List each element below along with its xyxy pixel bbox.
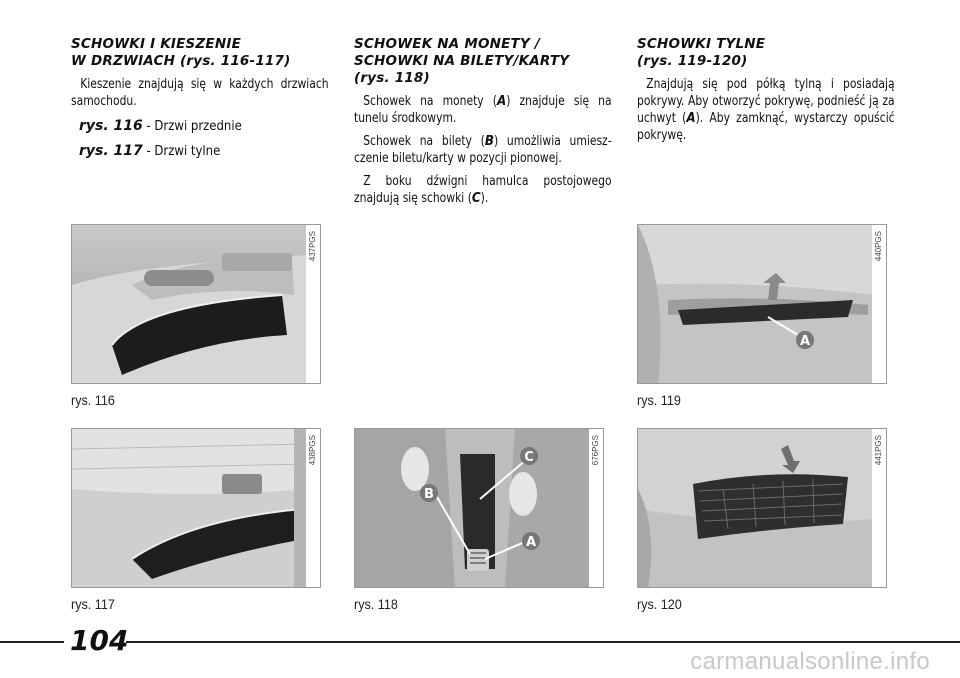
figure-caption-117: rys. 117	[71, 596, 115, 612]
heading-line-2: W DRZWIACH	[71, 53, 176, 69]
svg-text:C: C	[524, 450, 534, 465]
section-rear-compartments	[637, 36, 895, 150]
rear-compartment-illustration	[638, 429, 887, 588]
figure-120-rear-compartment-photo	[637, 428, 887, 588]
section-coin-ticket-holders	[354, 36, 612, 213]
figure-code: 676PGS	[591, 435, 600, 466]
footer-rule-left	[0, 641, 64, 643]
watermark-text: carmanualsonline.info	[690, 648, 930, 675]
paragraph: Kieszenie znajdują się w każdych drzwiach samochodu.	[71, 77, 329, 109]
figure-ref-116: rys. 116 - Drzwi przednie	[79, 118, 242, 134]
front-door-illustration	[72, 225, 321, 384]
heading-figure-ref: rys. 119-120	[643, 53, 742, 69]
console-illustration	[355, 429, 604, 588]
figure-code: 437PGS	[308, 231, 317, 262]
section-door-pockets	[71, 36, 329, 166]
heading-figure-ref: rys. 118	[360, 70, 424, 86]
figure-119-rear-shelf-photo	[637, 224, 887, 384]
callout-b	[420, 484, 438, 502]
callout-a	[522, 532, 540, 550]
paragraph-ticket-holder: Schowek na bilety (B) umożliwia umiesz-czenie biletu/karty w pozycji pionowej.	[354, 134, 612, 166]
figure-caption-116: rys. 116	[71, 392, 115, 408]
footer-rule-right	[126, 641, 960, 643]
figure-117-rear-door-photo	[71, 428, 321, 588]
figure-code: 440PGS	[874, 231, 883, 262]
heading-figure-ref: rys. 116-117	[186, 53, 285, 69]
figure-code: 441PGS	[874, 435, 883, 466]
paragraph-coin-holder: Schowek na monety (A) znajduje się na tunelu środkowym.	[354, 94, 612, 126]
paragraph-rear-compartments: Znajdują się pod półką tylną i posiadają pokrywy. Aby otworzyć pokrywę, podnieść ją za uchwyt (A). Aby zamknąć, wystarczy opuścić pokrywę.	[637, 77, 895, 143]
section-heading: SCHOWKI TYLNE (rys. 119-120)	[637, 36, 766, 69]
page-number: 104	[70, 624, 129, 657]
figure-caption-119: rys. 119	[637, 392, 681, 408]
section-heading: SCHOWEK NA MONETY / SCHOWKI NA BILETY/KARTY (rys. 118)	[354, 36, 570, 86]
svg-text:A: A	[799, 334, 811, 349]
figure-118-console-photo	[354, 428, 604, 588]
heading-line-1: SCHOWKI I KIESZENIE	[71, 36, 241, 52]
figure-ref-117: rys. 117 - Drzwi tylne	[79, 143, 221, 159]
svg-text:B: B	[424, 487, 434, 502]
callout-c	[520, 447, 538, 465]
heading-line-1: SCHOWKI TYLNE	[637, 36, 766, 52]
rear-shelf-illustration	[638, 225, 887, 384]
svg-text:A: A	[525, 535, 537, 550]
callout-a	[796, 331, 814, 349]
figure-caption-120: rys. 120	[637, 596, 682, 612]
heading-line-1: SCHOWEK NA MONETY /	[354, 36, 540, 52]
rear-door-illustration	[72, 429, 321, 588]
section-heading: SCHOWKI I KIESZENIE W DRZWIACH (rys. 116-117)	[71, 36, 291, 69]
heading-line-2: SCHOWKI NA BILETY/KARTY	[354, 53, 570, 69]
figure-caption-118: rys. 118	[354, 596, 398, 612]
figure-116-front-door-photo	[71, 224, 321, 384]
paragraph-side-holders: Z boku dźwigni hamulca postojowego znajdują się schowki (C).	[354, 174, 612, 206]
figure-code: 438PGS	[308, 435, 317, 466]
